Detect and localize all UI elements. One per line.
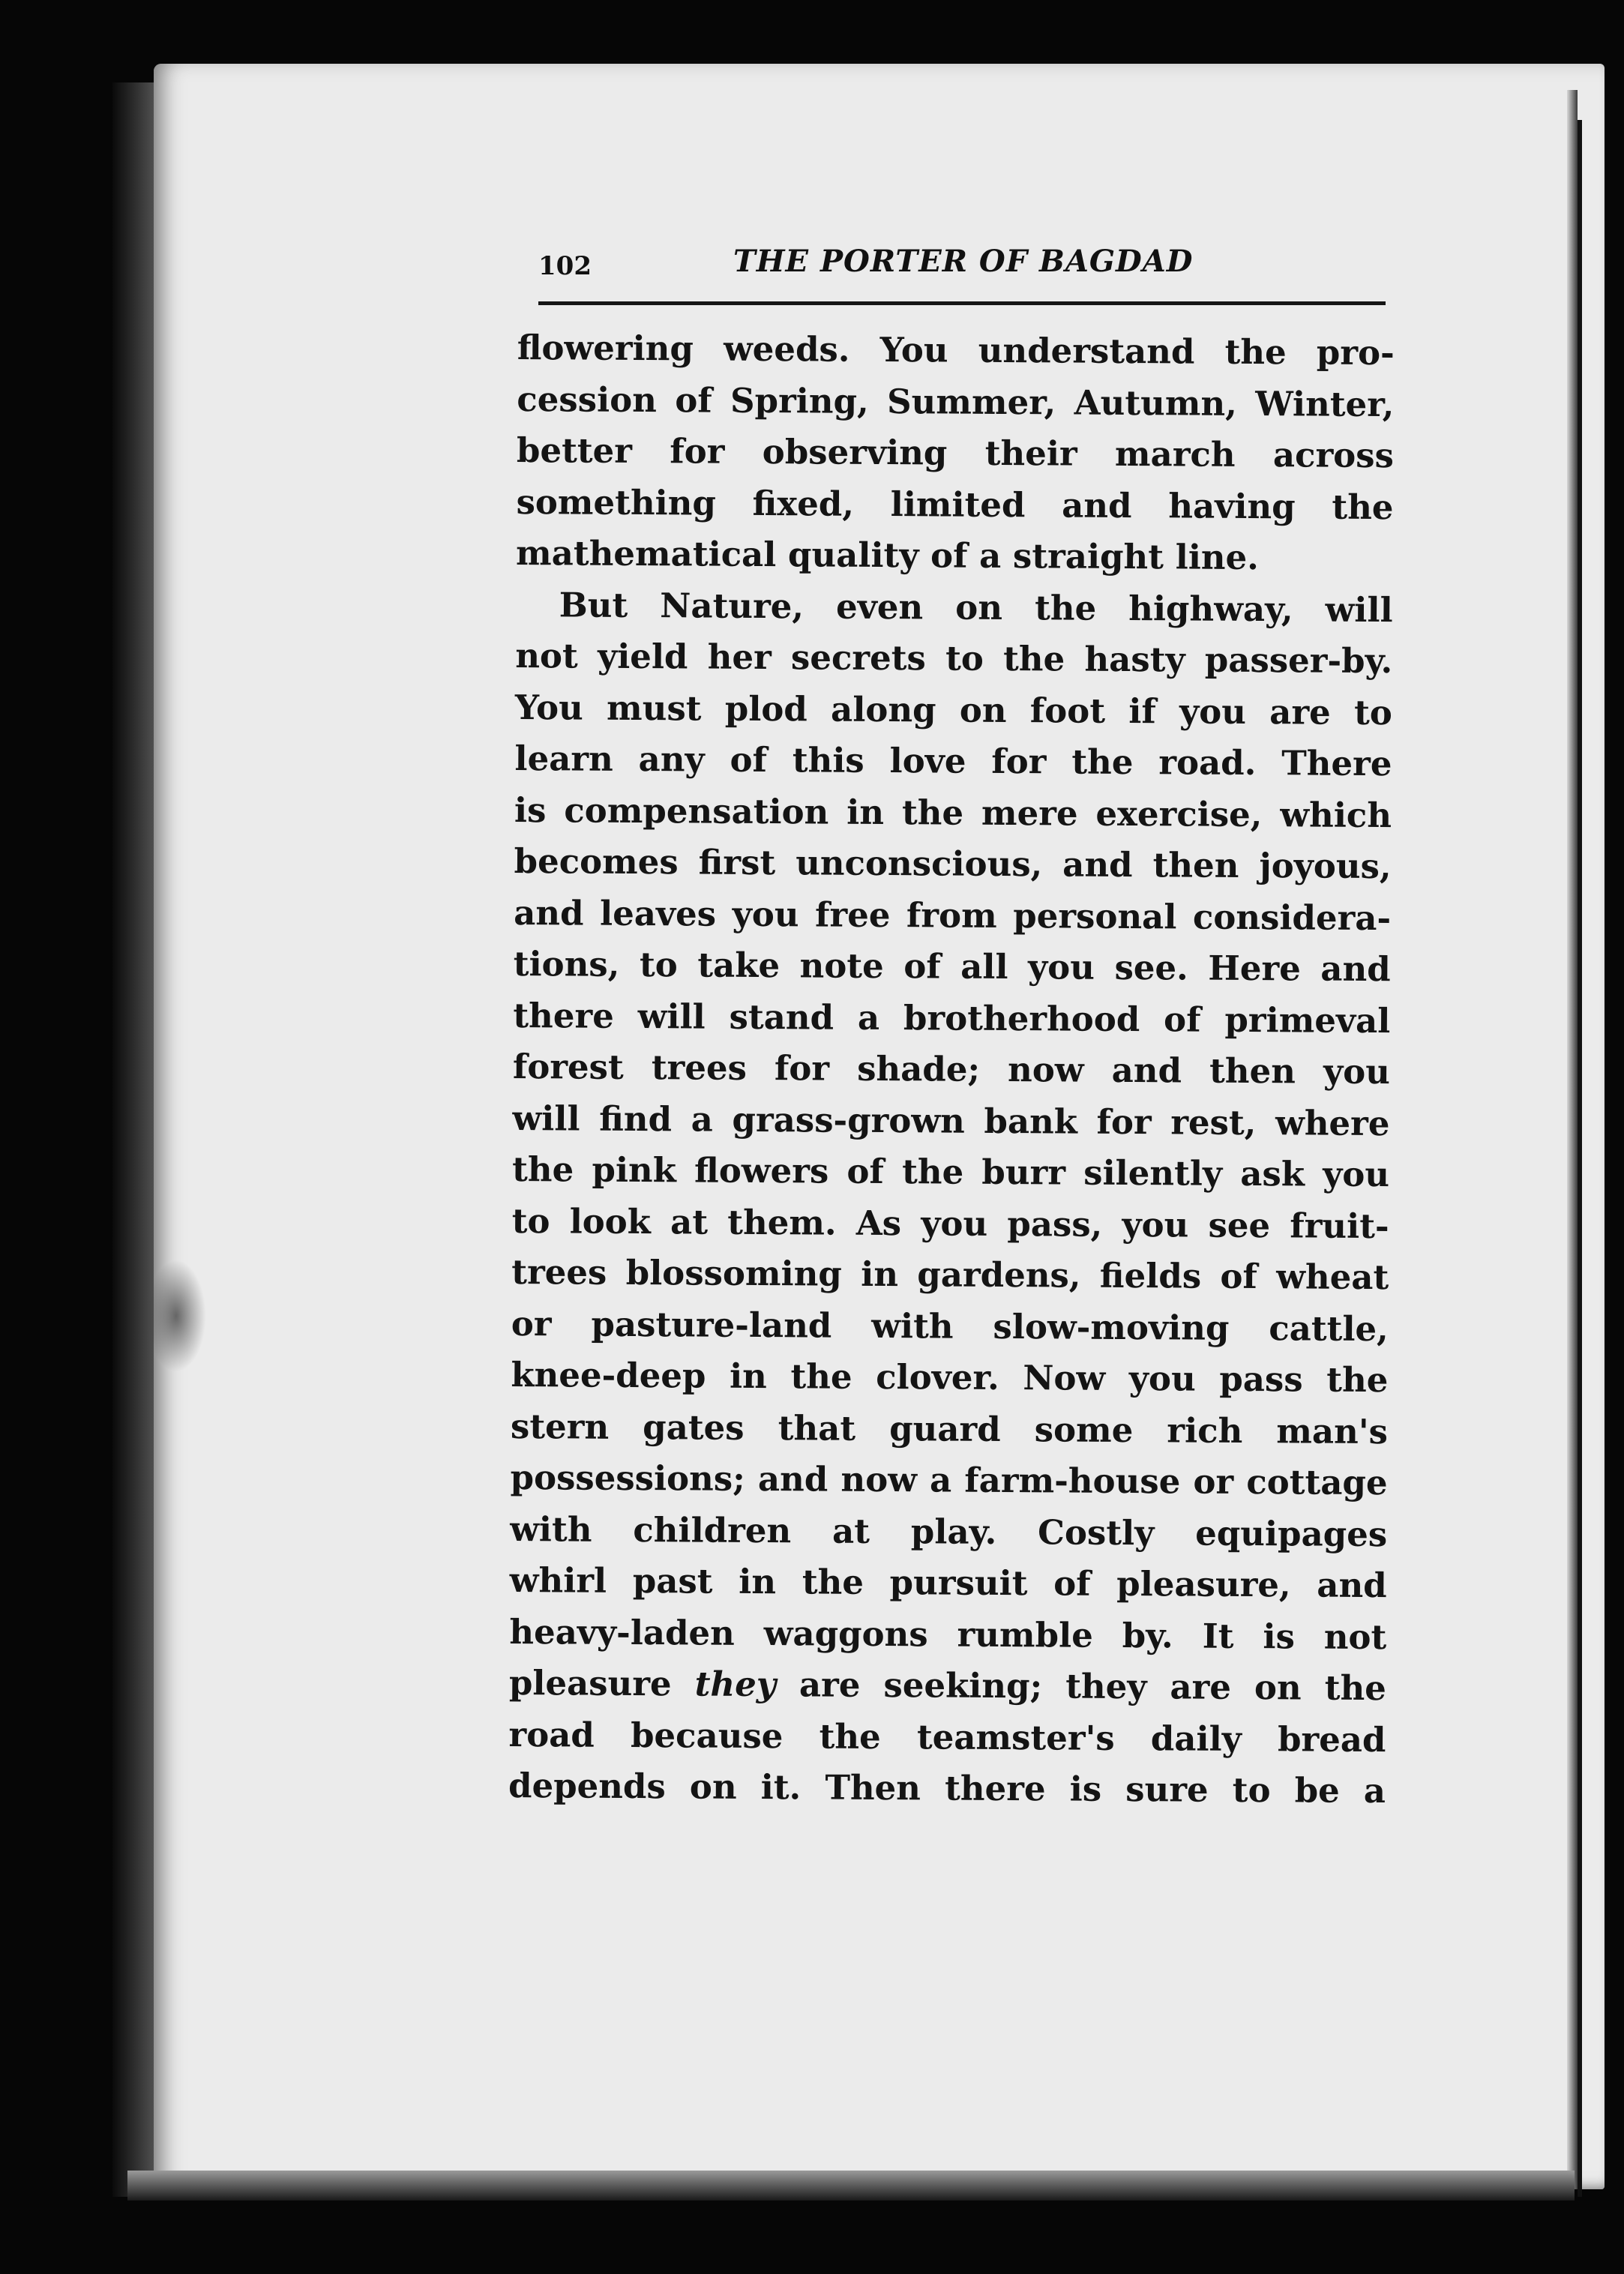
text-line-with-italic (509, 1658, 1386, 1715)
text-line: is compensation in the mere exercise, which (514, 789, 1392, 835)
next-leaf-edge (1567, 90, 1578, 2189)
text-line: whirl past in the pursuit of pleasure, and (509, 1559, 1387, 1606)
text-line: forest trees for shade; now and then you (512, 1046, 1391, 1092)
text-line: stern gates that guard some rich man's (510, 1406, 1389, 1452)
ink-smudge (146, 1260, 206, 1372)
text-run: pleasure (508, 1662, 695, 1704)
text-line: the pink flowers of the burr silently ask you (511, 1149, 1390, 1195)
paragraph-first-line: But Nature, even on the highway, will (559, 584, 1393, 630)
text-line: there will stand a brotherhood of primeval (513, 995, 1391, 1041)
italic-word: they (694, 1664, 777, 1705)
text-run: are seeking; they are on the (775, 1664, 1387, 1709)
bottom-edge-shadow (127, 2171, 1575, 2201)
text-line: trees blossoming in gardens, fields of wheat (511, 1251, 1389, 1298)
text-line: mathematical quality of a straight line. (515, 532, 1260, 578)
text-line: flowering weeds. You understand the pro- (517, 327, 1395, 373)
text-line: road because the teamster's daily bread (508, 1714, 1386, 1760)
running-title: THE PORTER OF BAGDAD (733, 244, 1194, 279)
text-line: knee-deep in the clover. Now you pass the (511, 1354, 1389, 1401)
text-line: possessions; and now a farm-house or cottage (510, 1457, 1388, 1503)
text-line: will find a grass-grown bank for rest, where (512, 1098, 1390, 1143)
text-line: tions, to take note of all you see. Here and (513, 943, 1391, 990)
text-line: better for observing their march across (516, 430, 1395, 476)
page-edge-line (1578, 120, 1582, 2197)
text-line: You must plod along on foot if you are to (514, 687, 1393, 733)
text-line: to look at them. As you pass, you see fruit- (511, 1200, 1389, 1246)
text-line: becomes first unconscious, and then joyous, (514, 840, 1392, 887)
text-line: learn any of this love for the road. There (514, 738, 1392, 784)
page-number: 102 (538, 251, 592, 281)
text-line: cession of Spring, Summer, Autumn, Winter, (517, 379, 1395, 424)
text-line: not yield her secrets to the hasty passer-by. (515, 635, 1393, 682)
body-text (508, 322, 1395, 1817)
text-line: something fixed, limited and having the (516, 481, 1394, 527)
running-head (538, 244, 1386, 304)
text-line: with children at play. Costly equipages (510, 1509, 1388, 1554)
text-line: heavy-laden waggons rumble by. It is not (509, 1611, 1387, 1657)
text-line: depends on it. Then there is sure to be a (508, 1765, 1386, 1811)
header-rule (538, 301, 1386, 305)
text-line: and leaves you free from personal considera- (514, 892, 1392, 938)
text-line: or pasture-land with slow-moving cattle, (511, 1303, 1389, 1349)
